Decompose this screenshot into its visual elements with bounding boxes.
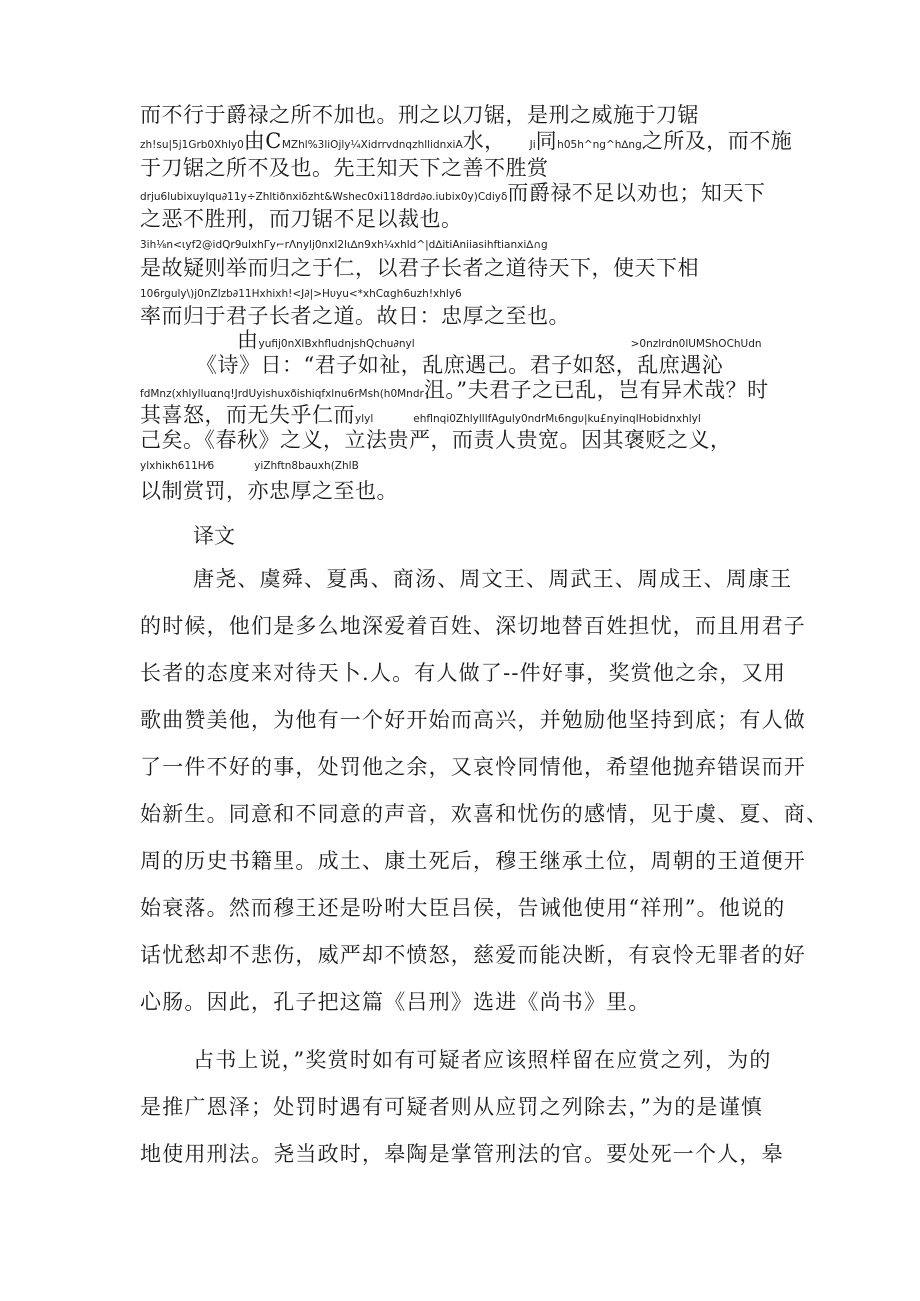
classical-line-7: 是故疑则举而归之于仁，以君子长者之道待天下，使天下相	[140, 256, 699, 280]
garbled-pinyin: Ji	[529, 139, 536, 151]
paragraph-line: 始新生。同意和不同意的声音，欢喜和忧伤的感情，见于虞、夏、商、	[140, 802, 829, 826]
paragraph-line: 话忧愁却不悲伤，威严却不愤怒，慈爱而能决断，有哀怜无罪者的好	[140, 943, 806, 967]
paragraph-line: 长者的态度来对待天卜.人。有人做了--件好事，奖赏他之余，又用	[140, 661, 787, 685]
classical-char: 由	[237, 328, 259, 352]
classical-fragment: 沮。”夫君子之已乱，岂有异术哉？时	[423, 378, 769, 402]
garbled-pinyin: ehflnqi0ZhlylllfAguly0ndrMι6ngυ|ku£nyinqlHobidnxhlyl	[413, 413, 701, 425]
classical-char: 由	[243, 129, 266, 153]
paragraph-line: 的时候，他们是多么地深爱着百姓、深切地替百姓担忧，而且用君子	[140, 614, 806, 638]
paragraph-line: 心肠。因此，孔子把这篇《吕刑》选进《尚书》里。	[140, 990, 651, 1014]
classical-line-14: 己矣。《春秋》之义，立法贵严，而责人贵宽。因其褒贬之义，	[140, 428, 732, 452]
paragraph-line: 是推广恩泽；处罚时遇有可疑者则从应罚之列除去，”为的是谨慎	[140, 1095, 764, 1119]
paragraph-line: 周的历史书籍里。成土、康土死后，穆王继承土位，周朝的王道便开	[140, 849, 806, 873]
paragraph-line: 占书上说，”奖赏时如有可疑者应该照样留在应赏之列，为的	[193, 1048, 772, 1072]
garbled-pinyin: drju6lubixuylqu∂11y÷Zhltiðnxiδzht&Wshec0xi118drd∂o.iubix0y)Cdiyδ	[140, 191, 508, 203]
classical-fragment: 水，	[462, 129, 506, 153]
classical-line-15	[140, 459, 359, 473]
garbled-pinyin-line: 3ih⅛n<ιyf2@idQr9ulxhΓy⌐rΛnylj0nxl2lι∆n9xh¼xhld^|d∆itiAniiasihftianxi∆∩g	[140, 239, 548, 251]
classical-line-11: 《诗》日：“君子如祉，乱庶遇己。君子如怒，乱庶遇沁	[196, 353, 724, 377]
paragraph-line: 始衰落。然而穆王还是吩咐大臣吕侯，告诫他使用“祥刑”。他说的	[140, 896, 786, 920]
classical-line-12	[140, 377, 769, 403]
paragraph-line: 了一件不好的事，处罚他之余，又哀怜同情他，希望他抛弃错误而开	[140, 755, 806, 779]
garbled-pinyin: zh!su|5j1Grb0Xhly0	[140, 139, 244, 151]
garbled-pinyin: >0nzlrdn0lUMShOChUdn	[630, 338, 762, 350]
classical-line-3: 于刀锯之所不及也。先王知天下之善不胜赏	[140, 156, 549, 180]
classical-char: C	[265, 129, 282, 153]
classical-char: 同	[535, 129, 558, 153]
classical-fragment: 之所及，而不施	[641, 129, 793, 153]
paragraph-line: 唐尧、虞舜、夏禹、商汤、周文王、周武王、周成王、周康王	[193, 567, 793, 591]
garbled-pinyin: ylyl	[355, 413, 374, 425]
classical-line-2	[140, 128, 792, 154]
classical-line-5: 之恶不胜刑，而刀锯不足以裁也。	[140, 207, 463, 231]
classical-line-16: 以制赏罚，亦忠厚之至也。	[140, 479, 398, 503]
paragraph-line: 歌曲赞美他，为他有一个好开始而高兴，并勉励他坚持到底；有人做	[140, 708, 806, 732]
classical-line-13	[140, 402, 701, 428]
classical-line-4	[140, 180, 765, 206]
garbled-pinyin: fdMnz(xhlylluαnq!JrdUyishuxðishiqfxlnu6rMsh(h0Mndr	[140, 388, 424, 400]
garbled-pinyin-line: 106rguly\)j0nZlzb∂11Hxhixh!<J∂|>Hυyu<*xhCαgh6uzh!xhly6	[140, 288, 462, 300]
classical-fragment: 其喜怒，而无失乎仁而	[140, 403, 355, 427]
garbled-pinyin: yufij0nXlBxhfludnjshQchu∂nyl	[258, 338, 415, 350]
classical-line-9: 率而归于君子长者之道。故日：忠厚之至也。	[140, 304, 570, 328]
translation-heading: 译文	[193, 524, 235, 548]
garbled-pinyin: MZhl%3liOjly¼XidrrvdnqzhllidnxiA	[281, 139, 463, 151]
classical-line-10	[237, 327, 762, 353]
garbled-pinyin: ylxhiκh611H⁄6	[140, 460, 215, 472]
paragraph-line: 地使用刑法。尧当政时，皋陶是掌管刑法的官。要处死一个人，皋	[140, 1142, 784, 1166]
classical-fragment: 而爵禄不足以劝也；知天下	[507, 181, 766, 205]
classical-line-1: 而不行于爵禄之所不加也。刑之以刀锯，是刑之威施于刀锯	[140, 103, 699, 127]
garbled-pinyin: h05h^ng^h∆ng	[557, 139, 642, 151]
garbled-pinyin: yiZhftn8bauxh(ZhlB	[254, 460, 359, 472]
